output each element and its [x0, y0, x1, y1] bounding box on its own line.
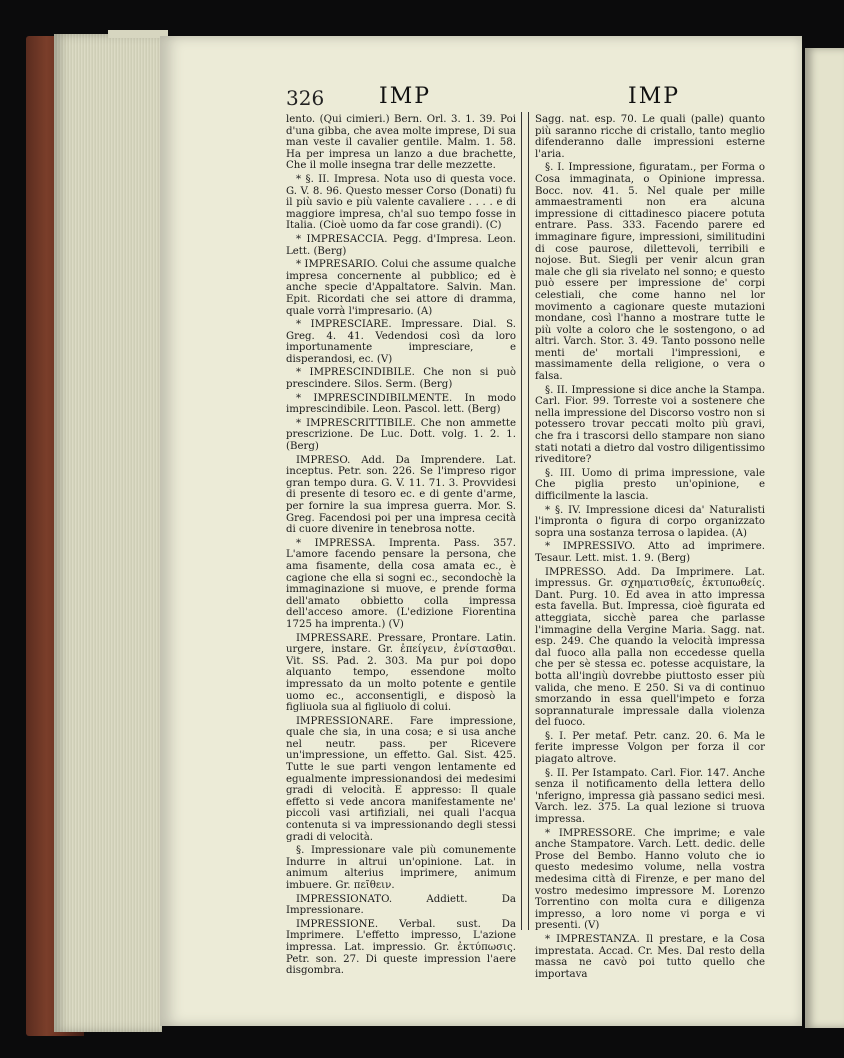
entry: * IMPRESSIVO. Atto ad imprimere. Tesaur. Lett. mist. 1. 9. (Berg) [535, 541, 765, 564]
entry: * §. II. Impresa. Nota uso di questa voce. G. V. 8. 96. Questo messer Corso (Donati) fu il più savio e più valente cavaliere . . . . e di maggiore impresa, ch'al suo tempo fosse in Italia. (Cioè uomo da far cose grandi). (C) [286, 173, 516, 232]
page-edges-top [108, 30, 168, 38]
entry: §. II. Impressione si dice anche la Stampa. Carl. Fior. 99. Torreste voi a sostenere che nella impressione del Discorso vostro non si potessero trovar peccati molto più gravi, che fra i trascorsi dello stampare non siano stati notati a dietro dal vostro diligentissimo riveditore? [535, 384, 765, 466]
entry: IMPRESSO. Add. Da Imprimere. Lat. impressus. Gr. σχηματισθείς, ἐκτυπωθείς. Dant. Purg. 10. Ed avea in atto impressa esta favella. But. Impressa, cioè figurata ed atteggiata, sicchè parea che parlasse l'immagine della Vergine Maria. Sagg. nat. esp. 249. Che quando la velocità impressa dal fuoco alla palla non eccedesse quella che per sè stessa ec. potesse acquistare, la botta all'ingiù dovrebbe piuttosto esser più valida, che meno. E 250. Si va di continuo smorzando in essa quell'impeto e forza soprannaturale impressale dalla violenza del fuoco. [535, 566, 765, 729]
entry: IMPRESSIONE. Verbal. sust. Da Imprimere. L'effetto impresso, L'azione impressa. Lat. impressio. Gr. ἐκτύπωσις. Petr. son. 27. Di queste impression l'aere disgombra. [286, 918, 516, 977]
entry: * §. IV. Impressione dicesi da' Naturalisti l'impronta o figura di corpo organizzato sopra una sostanza terrosa o lapidea. (A) [535, 504, 765, 539]
entry: §. I. Per metaf. Petr. canz. 20. 6. Ma le ferite impresse Volgon per forza il cor piagato altrove. [535, 730, 765, 766]
entry: * IMPRESCRITTIBILE. Che non ammette prescrizione. De Luc. Dott. volg. 1. 2. 1. (Berg) [286, 417, 516, 453]
page-edges [54, 34, 162, 1032]
entry: Sagg. nat. esp. 70. Le quali (palle) quanto più saranno ricche di cristallo, tanto meglio difenderanno dalle impressioni esterne l'aria. [535, 114, 765, 160]
entry: IMPRESSARE. Pressare, Prontare. Latin. urgere, instare. Gr. ἐπείγειν, ἐνίστασθαι. Vit. SS. Pad. 2. 303. Ma pur poi dopo alquanto tempo, essendone molto impressato da un molto potente e gentile uomo ec., acconsentigli, e disposò la figliuola sua al figliuolo di colui. [286, 632, 516, 714]
left-column [286, 114, 516, 979]
entry: * IMPRESCINDIBILMENTE. In modo imprescindibile. Leon. Pascol. lett. (Berg) [286, 392, 516, 416]
column-divider [521, 112, 529, 930]
facing-page-edge [805, 48, 844, 1028]
entry: lento. (Qui cimieri.) Bern. Orl. 3. 1. 39. Poi d'una gibba, che avea molte imprese, Di sua man veste il cavalier gentile. Malm. 1. 58. Ha per impresa un lanzo a due brachette, Che il molle insegna trar delle mezzette. [286, 114, 516, 172]
running-head-right: IMP [628, 84, 681, 109]
page-number: 326 [286, 86, 325, 110]
entry: IMPRESSIONATO. Addiett. Da Impressionare. [286, 893, 516, 917]
entry: §. III. Uomo di prima impressione, vale Che piglia presto un'opinione, e difficilmente la lascia. [535, 467, 765, 502]
entry: * IMPRESACCIA. Pegg. d'Impresa. Leon. Lett. (Berg) [286, 233, 516, 257]
right-column [535, 114, 765, 982]
running-head-left: IMP [379, 84, 432, 109]
entry: IMPRESO. Add. Da Imprendere. Lat. inceptus. Petr. son. 226. Se l'impreso rigor gran tempo dura. G. V. 11. 71. 3. Provvidesi di presente di tesoro ec. e di gente d'arme, per fornire la sua impresa guerra. Mor. S. Greg. Facendosi poi per una impresa cecità di cuore divenire in tenebrosa notte. [286, 454, 516, 536]
entry: * IMPRESSORE. Che imprime; e vale anche Stampatore. Varch. Lett. dedic. delle Prose del Bembo. Hanno voluto che io questo medesimo volume, nella vostra medesima città di Firenze, e per mano del vostro medesimo impressore M. Lorenzo Torrentino con molta cura e diligenza impresso, a loro nome vi porga e vi presenti. (V) [535, 827, 765, 932]
entry: * IMPRESCIARE. Impressare. Dial. S. Greg. 4. 41. Vedendosi così da loro importunamente impresciare, e disperandosi, ec. (V) [286, 319, 516, 365]
entry: * IMPRESCINDIBILE. Che non si può prescindere. Silos. Serm. (Berg) [286, 367, 516, 391]
entry: * IMPRESSA. Imprenta. Pass. 357. L'amore facendo pensare la persona, che ama fisamente, della cosa amata ec., è cagione che ella si sogni ec., secondochè la immaginazione si muove, e prende forma dell'amato obbietto colla impressa dell'acceso amore. (L'edizione Fiorentina 1725 ha imprenta.) (V) [286, 537, 516, 630]
entry: §. II. Per Istampato. Carl. Fior. 147. Anche senza il notificamento della lettera dello 'nferigno, impressa già passano sedici mesi. Varch. lez. 375. La qual lezione si truova impressa. [535, 767, 765, 826]
entry: IMPRESSIONARE. Fare impressione, quale che sia, in una cosa; e si usa anche nel neutr. pass. per Ricevere un'impressione, un effetto. Gal. Sist. 425. Tutte le sue parti vengon lentamente ed egualmente impressionandosi dei medesimi gradi di velocità. E appresso: Il quale effetto si vede ancora manifestamente ne' piccoli vasi artifiziali, nei quali l'acqua contenuta si va impressionando degli stessi gradi di velocità. [286, 715, 516, 843]
entry: §. I. Impressione, figuratam., per Forma o Cosa immaginata, o Opinione impressa. Bocc. nov. 41. 5. Nel quale per mille ammaestramenti non era alcuna impressione di cittadinesco piacere potuta entrare. Pass. 333. Facendo parere ed immaginare figure, impressioni, similitudini di cose paurose, dilettevoli, terribili e nojose. But. Siegli per venir alcun gran male che gli sia rivelato nel sonno; e questo può essere per impressione de' corpi celestiali, che come hanno nel lor movimento a cagionare queste mutazioni mondane, così l'hanno a mostrare tutte le più volte a coloro che le sostengono, o ad altri. Varch. Stor. 3. 49. Tanto possono nelle menti de' mortali l'impressioni, e massimamente della religione, o vera o falsa. [535, 162, 765, 383]
entry: * IMPRESARIO. Colui che assume qualche impresa concernente al pubblico; ed è anche specie d'Appaltatore. Salvin. Man. Epit. Ricordati che sei attore di dramma, quale vorrà l'impresario. (A) [286, 259, 516, 317]
entry: * IMPRESTANZA. Il prestare, e la Cosa imprestata. Accad. Cr. Mes. Dal resto della massa ne cavò poi tutto quello che importava [535, 933, 765, 980]
entry: §. Impressionare vale più comunemente Indurre in altrui un'opinione. Lat. in animum alterius imprimere, animum imbuere. Gr. πεῖθειν. [286, 845, 516, 891]
page-header [286, 86, 770, 114]
